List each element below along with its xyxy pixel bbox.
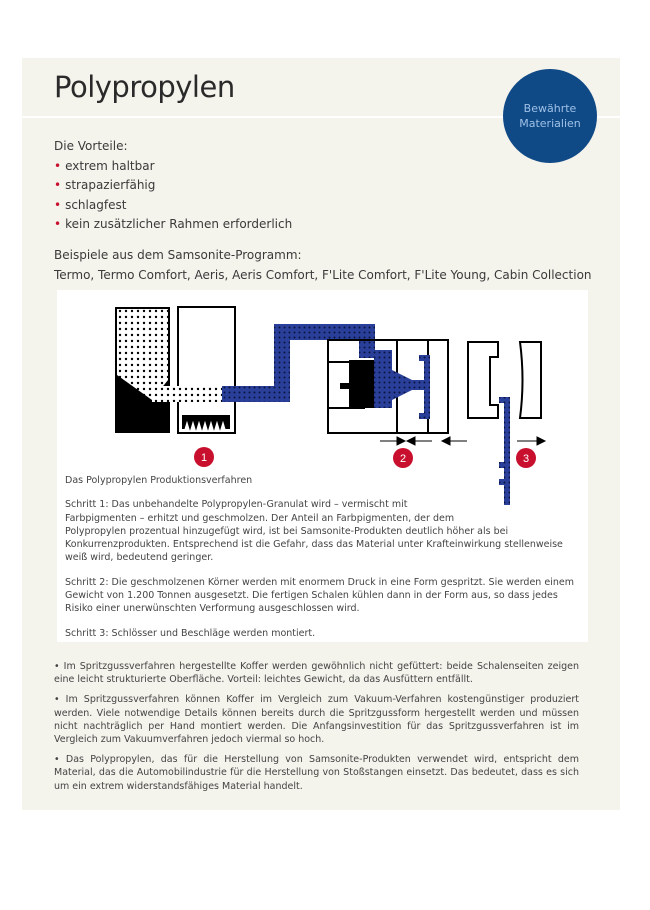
step-2-text: Schritt 2: Die geschmolzenen Körner werden mit enormem Druck in eine Form gespritzt. Sie werden einem Gewicht von 1.200 Tonnen ausgesetzt. Die fertigen Schalen kühlen dann in der Form aus, so dass jedes Risiko einer unerwünschten Verformung ausgeschlossen wird. [65, 576, 574, 615]
step-3-text: Schritt 3: Schlösser und Beschläge werden montiert. [65, 627, 316, 639]
production-process-box [57, 290, 588, 642]
advantages-heading: Die Vorteile: [54, 139, 128, 153]
svg-text:1: 1 [200, 452, 208, 464]
list-item: • kein zusätzlicher Rahmen erforderlich [54, 215, 292, 235]
examples-heading: Beispiele aus dem Samsonite-Programm: [54, 248, 302, 262]
examples-section [54, 245, 592, 285]
list-item: • schlagfest [54, 196, 292, 216]
note-paragraph: • Das Polypropylen, das für die Herstellung von Samsonite-Produkten verwendet wird, entspricht dem Material, das die Automobilindustrie für die Herstellung von Stoßstangen einsetzt. Das bedeutet, dass es sich um ein extrem widerstandsfähiges Material handelt. [54, 754, 579, 792]
notes-section [54, 660, 579, 800]
injection-mold [328, 340, 448, 433]
note-paragraph: • Im Spritzgussverfahren hergestellte Koffer werden gewöhnlich nicht gefüttert: beide Schalenseiten zeigen eine leicht strukturierte Oberfläche. Vorteil: leichtes Gewicht, da das Ausfüttern entfällt. [54, 661, 579, 686]
production-diagram [57, 290, 588, 505]
granulate-hopper [115, 307, 170, 433]
svg-text:3: 3 [522, 453, 530, 465]
advantages-list [54, 157, 292, 235]
step-badge-2 [393, 448, 413, 468]
examples-list: Termo, Termo Comfort, Aeris, Aeris Comfort, F'Lite Comfort, F'Lite Young, Cabin Collection [54, 268, 592, 282]
badge-line-2: Materialien [519, 117, 581, 130]
list-item: • extrem haltbar [54, 157, 292, 177]
advantages-section [54, 137, 292, 235]
page-title: Polypropylen [54, 70, 235, 104]
step-badge-1 [194, 447, 214, 467]
heating-chamber [178, 307, 235, 433]
diagram-caption: Das Polypropylen Produktionsverfahren [65, 475, 253, 486]
svg-text:2: 2 [399, 453, 407, 465]
note-paragraph: • Im Spritzgussverfahren können Koffer im Vergleich zum Vakuum-Verfahren kostengünstiger produziert werden. Viele notwendige Details können bereits durch die Spritzgussform hergestellt werden und müssen nicht nachträglich per Hand montiert werden. Die Anfangsinvestition für das Spritzgussverfahren ist im Vergleich zum Vakuumverfahren jedoch viermal so hoch. [54, 694, 579, 746]
category-badge [503, 69, 597, 163]
badge-line-1: Bewährte [523, 102, 577, 115]
step-badge-3 [516, 448, 536, 468]
movement-arrows [380, 437, 545, 445]
list-item: • strapazierfähig [54, 176, 292, 196]
process-description [65, 474, 580, 651]
step-1-text: Schritt 1: Das unbehandelte Polypropylen-Granulat wird – vermischt mit Farbpigmenten – erhitzt und geschmolzen. Der Anteil an Farbpigmenten, der dem Polypropylen prozentual hinzugefügt wird, ist bei Samsonite-Produkten deutlich höher als bei Konkurrenzprodukten. Entsprechend ist die Gefahr, dass das Material unter Krafteinwirkung stellenweise weiß wird, bedeutend geringer. [65, 499, 563, 564]
